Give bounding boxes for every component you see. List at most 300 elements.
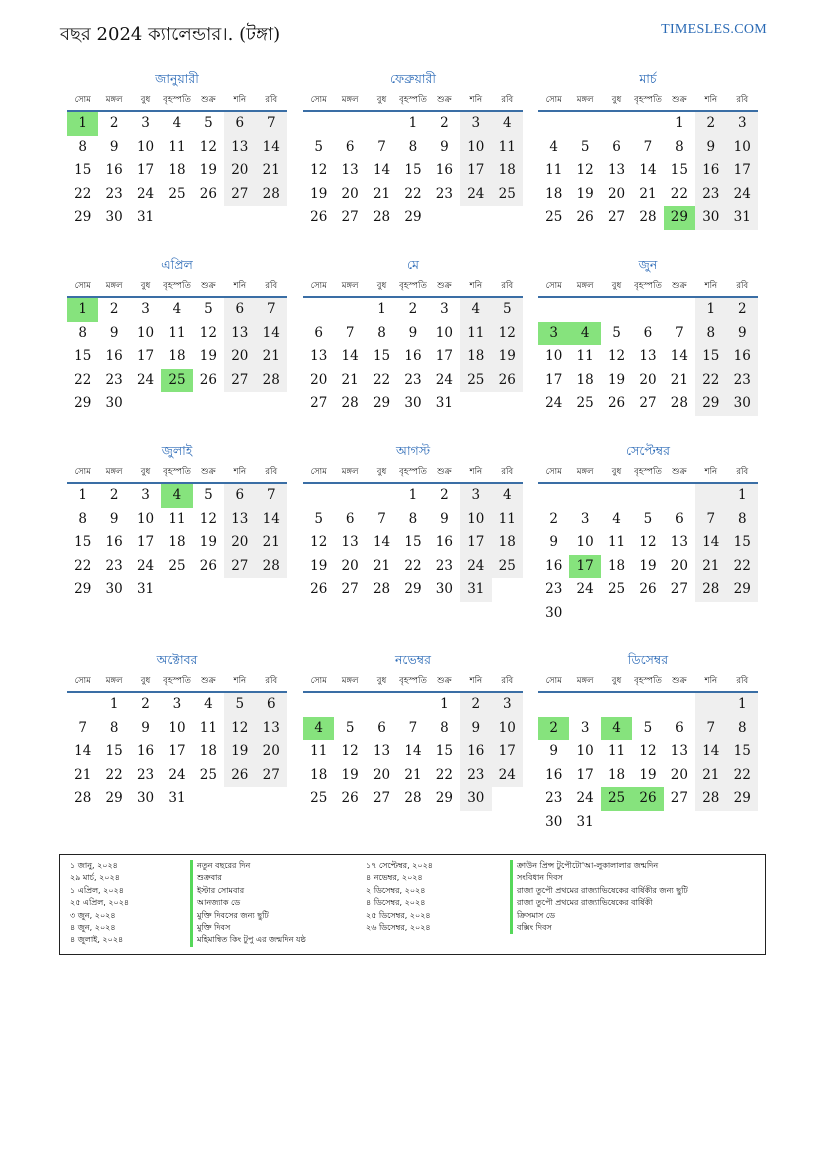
day-cell[interactable]: 16 (545, 557, 563, 574)
day-cell[interactable]: 20 (224, 159, 255, 183)
day-cell[interactable]: 2 (408, 301, 418, 317)
day-cell[interactable]: 12 (341, 743, 359, 759)
day-cell[interactable]: 6 (345, 510, 355, 527)
day-cell[interactable]: 7 (377, 138, 386, 155)
day-cell[interactable]: 1 (727, 693, 758, 717)
day-cell[interactable]: 23 (105, 185, 123, 202)
day-cell[interactable]: 18 (460, 345, 491, 369)
day-cell[interactable]: 12 (199, 138, 217, 155)
day-cell[interactable]: 12 (224, 717, 255, 741)
holiday-day-cell[interactable]: 25 (161, 369, 192, 393)
day-cell[interactable]: 11 (607, 743, 626, 759)
day-cell[interactable]: 26 (607, 395, 626, 411)
day-cell[interactable]: 3 (141, 115, 150, 131)
day-cell[interactable]: 18 (607, 766, 626, 783)
holiday-day-cell[interactable]: 4 (601, 717, 632, 741)
day-cell[interactable]: 11 (492, 136, 523, 160)
day-cell[interactable]: 10 (727, 136, 758, 160)
day-cell[interactable]: 29 (695, 392, 726, 416)
day-cell[interactable]: 13 (341, 162, 359, 178)
day-cell[interactable]: 16 (404, 348, 422, 364)
day-cell[interactable]: 24 (576, 581, 594, 597)
day-cell[interactable]: 2 (460, 693, 491, 717)
day-cell[interactable]: 8 (78, 324, 87, 341)
day-cell[interactable]: 28 (404, 790, 422, 806)
day-cell[interactable]: 5 (204, 301, 213, 317)
day-cell[interactable]: 10 (460, 508, 491, 532)
day-cell[interactable]: 13 (341, 534, 359, 550)
day-cell[interactable]: 13 (670, 534, 688, 550)
day-cell[interactable]: 2 (440, 115, 449, 131)
day-cell[interactable]: 5 (204, 115, 213, 131)
day-cell[interactable]: 7 (643, 138, 653, 155)
day-cell[interactable]: 28 (256, 183, 287, 207)
day-cell[interactable]: 12 (607, 348, 626, 364)
day-cell[interactable]: 8 (408, 138, 418, 155)
day-cell[interactable]: 19 (607, 371, 626, 388)
day-cell[interactable]: 29 (74, 209, 92, 225)
day-cell[interactable]: 30 (727, 392, 758, 416)
day-cell[interactable]: 12 (639, 534, 657, 550)
day-cell[interactable]: 26 (199, 557, 217, 574)
day-cell[interactable]: 13 (639, 348, 657, 364)
day-cell[interactable]: 30 (545, 604, 563, 621)
day-cell[interactable]: 23 (545, 581, 563, 597)
day-cell[interactable]: 23 (435, 557, 453, 574)
day-cell[interactable]: 25 (168, 557, 186, 574)
day-cell[interactable]: 4 (492, 112, 523, 136)
day-cell[interactable]: 4 (172, 115, 182, 131)
day-cell[interactable]: 26 (199, 371, 217, 388)
day-cell[interactable]: 14 (372, 534, 391, 550)
day-cell[interactable]: 9 (460, 717, 491, 741)
day-cell[interactable]: 6 (612, 138, 621, 155)
day-cell[interactable]: 1 (109, 696, 119, 712)
day-cell[interactable]: 25 (492, 555, 523, 579)
day-cell[interactable]: 6 (314, 324, 323, 341)
day-cell[interactable]: 6 (643, 324, 653, 341)
day-cell[interactable]: 15 (727, 740, 758, 764)
day-cell[interactable]: 9 (109, 138, 119, 155)
day-cell[interactable]: 19 (199, 162, 217, 178)
day-cell[interactable]: 23 (105, 557, 123, 574)
day-cell[interactable]: 25 (545, 209, 563, 225)
day-cell[interactable]: 13 (224, 136, 255, 160)
day-cell[interactable]: 10 (136, 324, 155, 341)
day-cell[interactable]: 21 (695, 555, 726, 579)
day-cell[interactable]: 1 (408, 487, 418, 503)
day-cell[interactable]: 10 (576, 743, 594, 759)
day-cell[interactable]: 14 (256, 322, 287, 346)
day-cell[interactable]: 6 (224, 484, 255, 508)
day-cell[interactable]: 10 (168, 719, 186, 736)
day-cell[interactable]: 2 (109, 487, 119, 503)
day-cell[interactable]: 10 (576, 534, 594, 550)
day-cell[interactable]: 14 (256, 136, 287, 160)
day-cell[interactable]: 2 (440, 487, 449, 503)
day-cell[interactable]: 17 (435, 348, 453, 364)
day-cell[interactable]: 23 (727, 369, 758, 393)
day-cell[interactable]: 15 (74, 534, 92, 550)
day-cell[interactable]: 13 (372, 743, 391, 759)
day-cell[interactable]: 25 (199, 766, 217, 783)
holiday-day-cell[interactable]: 1 (67, 298, 98, 322)
day-cell[interactable]: 5 (492, 298, 523, 322)
day-cell[interactable]: 31 (168, 790, 186, 806)
day-cell[interactable]: 20 (639, 371, 657, 388)
day-cell[interactable]: 22 (105, 766, 123, 783)
day-cell[interactable]: 13 (607, 162, 626, 178)
day-cell[interactable]: 12 (639, 743, 657, 759)
day-cell[interactable]: 24 (576, 790, 594, 806)
day-cell[interactable]: 7 (78, 719, 87, 736)
day-cell[interactable]: 20 (310, 371, 328, 388)
day-cell[interactable]: 1 (440, 696, 449, 712)
day-cell[interactable]: 15 (404, 162, 422, 178)
day-cell[interactable]: 6 (256, 693, 287, 717)
day-cell[interactable]: 1 (377, 301, 386, 317)
day-cell[interactable]: 7 (675, 324, 684, 341)
day-cell[interactable]: 15 (105, 743, 123, 759)
day-cell[interactable]: 19 (492, 345, 523, 369)
day-cell[interactable]: 11 (545, 162, 563, 178)
day-cell[interactable]: 3 (580, 719, 590, 736)
day-cell[interactable]: 19 (199, 348, 217, 364)
day-cell[interactable]: 8 (377, 324, 386, 341)
day-cell[interactable]: 30 (105, 581, 123, 597)
holiday-day-cell[interactable]: 17 (569, 555, 600, 579)
day-cell[interactable]: 2 (109, 301, 119, 317)
day-cell[interactable]: 12 (310, 162, 328, 178)
day-cell[interactable]: 21 (372, 557, 391, 574)
day-cell[interactable]: 19 (310, 557, 328, 574)
day-cell[interactable]: 18 (576, 371, 594, 388)
holiday-day-cell[interactable]: 4 (303, 717, 334, 741)
day-cell[interactable]: 17 (136, 534, 155, 550)
day-cell[interactable]: 25 (168, 185, 186, 202)
day-cell[interactable]: 10 (435, 324, 453, 341)
day-cell[interactable]: 14 (670, 348, 688, 364)
day-cell[interactable]: 26 (576, 209, 594, 225)
day-cell[interactable]: 22 (74, 185, 92, 202)
day-cell[interactable]: 13 (670, 743, 688, 759)
day-cell[interactable]: 5 (643, 719, 653, 736)
day-cell[interactable]: 8 (727, 717, 758, 741)
day-cell[interactable]: 6 (675, 510, 684, 527)
day-cell[interactable]: 8 (78, 138, 87, 155)
day-cell[interactable]: 11 (199, 719, 217, 736)
day-cell[interactable]: 25 (607, 581, 626, 597)
day-cell[interactable]: 16 (545, 766, 563, 783)
day-cell[interactable]: 12 (576, 162, 594, 178)
day-cell[interactable]: 10 (492, 717, 523, 741)
day-cell[interactable]: 11 (310, 743, 328, 759)
day-cell[interactable]: 27 (224, 555, 255, 579)
day-cell[interactable]: 9 (440, 510, 449, 527)
day-cell[interactable]: 22 (372, 371, 391, 388)
day-cell[interactable]: 20 (670, 557, 688, 574)
day-cell[interactable]: 31 (136, 209, 155, 225)
day-cell[interactable]: 7 (256, 484, 287, 508)
day-cell[interactable]: 29 (404, 209, 422, 225)
day-cell[interactable]: 16 (435, 534, 453, 550)
day-cell[interactable]: 13 (256, 717, 287, 741)
day-cell[interactable]: 18 (545, 185, 563, 202)
day-cell[interactable]: 20 (256, 740, 287, 764)
day-cell[interactable]: 15 (670, 162, 688, 178)
day-cell[interactable]: 5 (204, 487, 213, 503)
day-cell[interactable]: 25 (460, 369, 491, 393)
day-cell[interactable]: 15 (74, 162, 92, 178)
day-cell[interactable]: 30 (460, 787, 491, 811)
day-cell[interactable]: 3 (727, 112, 758, 136)
day-cell[interactable]: 28 (372, 209, 391, 225)
day-cell[interactable]: 9 (109, 510, 119, 527)
day-cell[interactable]: 21 (256, 345, 287, 369)
day-cell[interactable]: 27 (310, 395, 328, 411)
day-cell[interactable]: 27 (639, 395, 657, 411)
day-cell[interactable]: 7 (377, 510, 386, 527)
day-cell[interactable]: 13 (224, 322, 255, 346)
day-cell[interactable]: 26 (492, 369, 523, 393)
day-cell[interactable]: 21 (256, 159, 287, 183)
day-cell[interactable]: 4 (549, 138, 558, 155)
day-cell[interactable]: 9 (695, 136, 726, 160)
day-cell[interactable]: 17 (576, 766, 594, 783)
day-cell[interactable]: 11 (492, 508, 523, 532)
day-cell[interactable]: 16 (435, 162, 453, 178)
day-cell[interactable]: 9 (549, 743, 558, 759)
day-cell[interactable]: 20 (341, 185, 359, 202)
day-cell[interactable]: 28 (341, 395, 359, 411)
day-cell[interactable]: 17 (460, 159, 491, 183)
day-cell[interactable]: 18 (310, 766, 328, 783)
day-cell[interactable]: 20 (607, 185, 626, 202)
day-cell[interactable]: 28 (695, 578, 726, 602)
day-cell[interactable]: 9 (549, 534, 558, 550)
day-cell[interactable]: 7 (408, 719, 418, 736)
day-cell[interactable]: 28 (639, 209, 657, 225)
holiday-day-cell[interactable]: 25 (601, 787, 632, 811)
day-cell[interactable]: 8 (695, 322, 726, 346)
day-cell[interactable]: 7 (695, 717, 726, 741)
day-cell[interactable]: 15 (695, 345, 726, 369)
day-cell[interactable]: 24 (460, 555, 491, 579)
day-cell[interactable]: 23 (435, 185, 453, 202)
day-cell[interactable]: 7 (695, 508, 726, 532)
day-cell[interactable]: 16 (105, 534, 123, 550)
day-cell[interactable]: 4 (204, 696, 213, 712)
day-cell[interactable]: 11 (168, 138, 186, 155)
day-cell[interactable]: 11 (460, 322, 491, 346)
day-cell[interactable]: 22 (404, 557, 422, 574)
day-cell[interactable]: 18 (492, 531, 523, 555)
day-cell[interactable]: 11 (168, 510, 186, 527)
day-cell[interactable]: 29 (74, 581, 92, 597)
day-cell[interactable]: 4 (172, 301, 182, 317)
holiday-day-cell[interactable]: 26 (632, 787, 663, 811)
day-cell[interactable]: 18 (168, 534, 186, 550)
day-cell[interactable]: 19 (639, 766, 657, 783)
day-cell[interactable]: 2 (141, 696, 150, 712)
day-cell[interactable]: 10 (136, 510, 155, 527)
day-cell[interactable]: 30 (105, 209, 123, 225)
day-cell[interactable]: 19 (310, 185, 328, 202)
day-cell[interactable]: 8 (440, 719, 449, 736)
day-cell[interactable]: 2 (549, 510, 558, 527)
day-cell[interactable]: 28 (74, 790, 92, 806)
day-cell[interactable]: 30 (695, 206, 726, 230)
day-cell[interactable]: 16 (727, 345, 758, 369)
day-cell[interactable]: 6 (377, 719, 386, 736)
day-cell[interactable]: 30 (136, 790, 155, 806)
day-cell[interactable]: 23 (404, 371, 422, 388)
day-cell[interactable]: 2 (109, 115, 119, 131)
day-cell[interactable]: 20 (224, 531, 255, 555)
day-cell[interactable]: 2 (727, 298, 758, 322)
day-cell[interactable]: 22 (727, 764, 758, 788)
day-cell[interactable]: 14 (695, 531, 726, 555)
day-cell[interactable]: 5 (314, 138, 323, 155)
day-cell[interactable]: 3 (460, 484, 491, 508)
day-cell[interactable]: 8 (675, 138, 684, 155)
day-cell[interactable]: 17 (492, 740, 523, 764)
day-cell[interactable]: 4 (460, 298, 491, 322)
day-cell[interactable]: 4 (612, 510, 621, 527)
day-cell[interactable]: 7 (256, 298, 287, 322)
day-cell[interactable]: 19 (639, 557, 657, 574)
day-cell[interactable]: 25 (310, 790, 328, 806)
day-cell[interactable]: 20 (224, 345, 255, 369)
day-cell[interactable]: 19 (199, 534, 217, 550)
day-cell[interactable]: 9 (408, 324, 418, 341)
day-cell[interactable]: 28 (670, 395, 688, 411)
day-cell[interactable]: 23 (136, 766, 155, 783)
day-cell[interactable]: 15 (74, 348, 92, 364)
day-cell[interactable]: 4 (492, 484, 523, 508)
day-cell[interactable]: 16 (136, 743, 155, 759)
day-cell[interactable]: 28 (372, 581, 391, 597)
day-cell[interactable]: 27 (256, 764, 287, 788)
day-cell[interactable]: 16 (105, 348, 123, 364)
day-cell[interactable]: 11 (168, 324, 186, 341)
day-cell[interactable]: 6 (224, 298, 255, 322)
day-cell[interactable]: 3 (580, 510, 590, 527)
day-cell[interactable]: 13 (224, 508, 255, 532)
day-cell[interactable]: 21 (404, 766, 422, 783)
day-cell[interactable]: 14 (695, 740, 726, 764)
day-cell[interactable]: 15 (435, 743, 453, 759)
day-cell[interactable]: 29 (435, 790, 453, 806)
holiday-day-cell[interactable]: 3 (538, 322, 569, 346)
day-cell[interactable]: 24 (545, 395, 563, 411)
day-cell[interactable]: 10 (460, 136, 491, 160)
day-cell[interactable]: 7 (345, 324, 355, 341)
site-name[interactable]: TIMESLES.COM (661, 22, 767, 37)
day-cell[interactable]: 19 (224, 740, 255, 764)
day-cell[interactable]: 25 (492, 183, 523, 207)
day-cell[interactable]: 29 (105, 790, 123, 806)
day-cell[interactable]: 29 (404, 581, 422, 597)
day-cell[interactable]: 17 (727, 159, 758, 183)
day-cell[interactable]: 1 (78, 487, 87, 503)
holiday-day-cell[interactable]: 2 (538, 717, 569, 741)
day-cell[interactable]: 15 (404, 534, 422, 550)
day-cell[interactable]: 10 (136, 138, 155, 155)
day-cell[interactable]: 21 (341, 371, 359, 388)
day-cell[interactable]: 22 (670, 185, 688, 202)
day-cell[interactable]: 22 (695, 369, 726, 393)
day-cell[interactable]: 8 (78, 510, 87, 527)
day-cell[interactable]: 17 (545, 371, 563, 388)
day-cell[interactable]: 22 (404, 185, 422, 202)
day-cell[interactable]: 21 (639, 185, 657, 202)
day-cell[interactable]: 12 (310, 534, 328, 550)
day-cell[interactable]: 29 (74, 395, 92, 411)
day-cell[interactable]: 14 (74, 743, 92, 759)
day-cell[interactable]: 7 (256, 112, 287, 136)
day-cell[interactable]: 24 (460, 183, 491, 207)
day-cell[interactable]: 6 (224, 112, 255, 136)
day-cell[interactable]: 9 (141, 719, 150, 736)
day-cell[interactable]: 8 (408, 510, 418, 527)
day-cell[interactable]: 17 (136, 348, 155, 364)
day-cell[interactable]: 29 (372, 395, 391, 411)
day-cell[interactable]: 11 (576, 348, 594, 364)
day-cell[interactable]: 18 (492, 159, 523, 183)
day-cell[interactable]: 31 (435, 395, 453, 411)
day-cell[interactable]: 14 (372, 162, 391, 178)
day-cell[interactable]: 21 (74, 766, 92, 783)
day-cell[interactable]: 26 (341, 790, 359, 806)
day-cell[interactable]: 24 (136, 185, 155, 202)
day-cell[interactable]: 23 (695, 183, 726, 207)
day-cell[interactable]: 3 (492, 693, 523, 717)
day-cell[interactable]: 26 (310, 209, 328, 225)
day-cell[interactable]: 31 (136, 581, 155, 597)
day-cell[interactable]: 17 (460, 531, 491, 555)
day-cell[interactable]: 27 (670, 790, 688, 806)
day-cell[interactable]: 23 (105, 371, 123, 388)
day-cell[interactable]: 2 (695, 112, 726, 136)
day-cell[interactable]: 6 (675, 719, 684, 736)
day-cell[interactable]: 22 (435, 766, 453, 783)
day-cell[interactable]: 21 (256, 531, 287, 555)
day-cell[interactable]: 5 (314, 510, 323, 527)
day-cell[interactable]: 16 (460, 740, 491, 764)
day-cell[interactable]: 30 (404, 395, 422, 411)
day-cell[interactable]: 27 (341, 209, 359, 225)
day-cell[interactable]: 18 (607, 557, 626, 574)
day-cell[interactable]: 15 (727, 531, 758, 555)
holiday-day-cell[interactable]: 1 (67, 112, 98, 136)
day-cell[interactable]: 28 (256, 369, 287, 393)
day-cell[interactable]: 3 (172, 696, 182, 712)
day-cell[interactable]: 1 (695, 298, 726, 322)
day-cell[interactable]: 27 (224, 369, 255, 393)
day-cell[interactable]: 30 (105, 395, 123, 411)
day-cell[interactable]: 31 (727, 206, 758, 230)
day-cell[interactable]: 24 (435, 371, 453, 388)
day-cell[interactable]: 15 (372, 348, 391, 364)
day-cell[interactable]: 27 (341, 581, 359, 597)
day-cell[interactable]: 12 (199, 324, 217, 341)
day-cell[interactable]: 3 (440, 301, 449, 317)
day-cell[interactable]: 28 (256, 555, 287, 579)
day-cell[interactable]: 29 (727, 578, 758, 602)
day-cell[interactable]: 3 (141, 487, 150, 503)
day-cell[interactable]: 22 (727, 555, 758, 579)
